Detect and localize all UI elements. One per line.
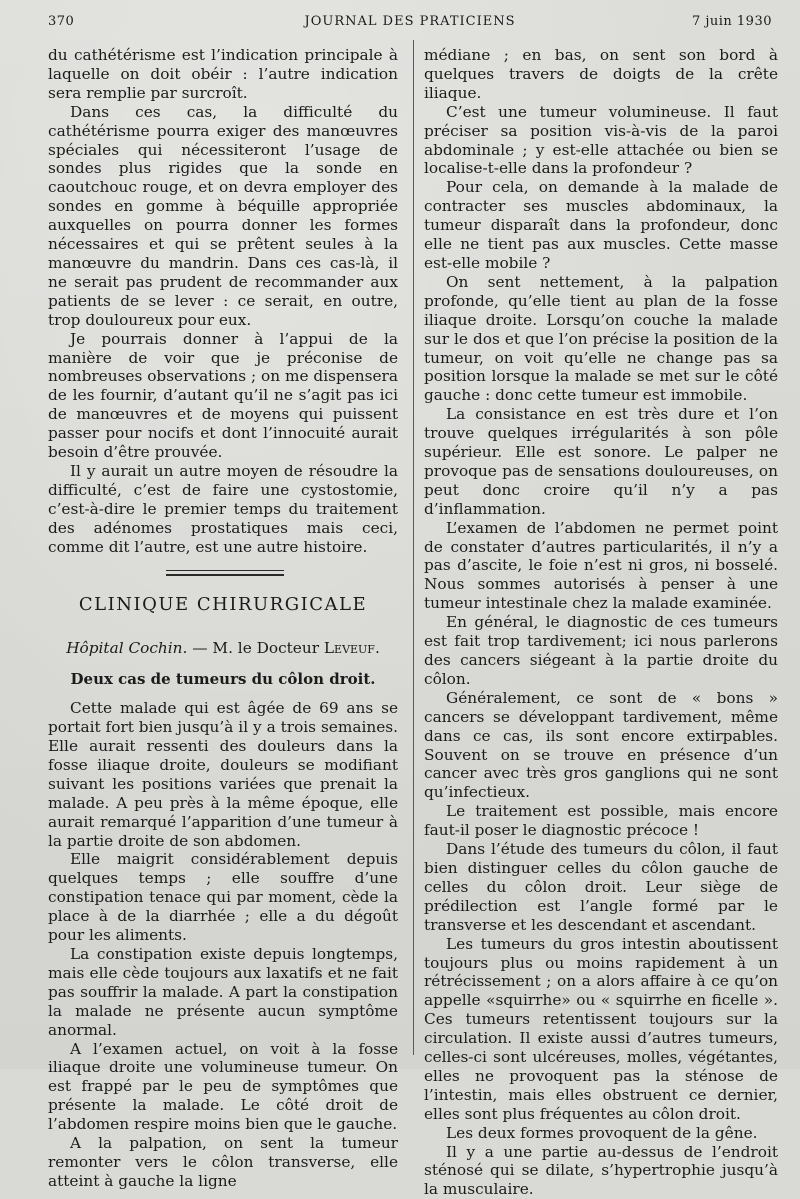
paragraph: Il y aurait un autre moyen de résoudre la difficulté, c’est de faire une cystostomie, c’est-à-dire le premier temps du traitement des adénomes prostatiques mais ceci, comme dit l’autre, est une autre histoire. (48, 461, 398, 556)
paragraph: A l’examen actuel, on voit à la fosse iliaque droite une volumineuse tumeur. On est frappé par le peu de symptômes que présente la malade. Le côté droit de l’abdomen respire moins bien que le gauche. (48, 1039, 398, 1134)
paragraph: Le traitement est possible, mais encore faut-il poser le diagnostic précoce ! (424, 802, 778, 840)
paragraph: Elle maigrit considérablement depuis quelques temps ; elle souffre d’une constipation tenace qui par moment, cède la place à de la diarrhée ; elle a du dégoût pour les aliments. (48, 850, 398, 945)
doctor-name: Leveuf. (323, 639, 380, 658)
separator-line (166, 574, 284, 576)
paragraph: A la palpation, on sent la tumeur remonter vers le côlon transverse, elle atteint à gauche la ligne (48, 1134, 398, 1190)
separator-line (166, 570, 284, 571)
hospital-line (48, 639, 398, 658)
paragraph: L’examen de l’abdomen ne permet point de constater d’autres particularités, il n’y a pas d’ascite, le foie n’est ni gros, ni bosselé. Nous sommes autorisés à penser à une tumeur intestinale chez la malade examinée. (424, 518, 778, 613)
paragraph: En général, le diagnostic de ces tumeurs est fait trop tardivement; ici nous parlerons des cancers siégeant à la partie droite du côlon. (424, 613, 778, 688)
page-number: 370 (48, 14, 75, 29)
paragraph: Pour cela, on demande à la malade de contracter ses muscles abdominaux, la tumeur disparaît dans la profondeur, donc elle ne tient pas aux muscles. Cette masse est-elle mobile ? (424, 178, 778, 272)
paragraph: du cathétérisme est l’indication principale à laquelle on doit obéir : l’autre indication sera remplie par surcroît. (48, 46, 398, 102)
paragraph: Dans l’étude des tumeurs du côlon, il faut bien distinguer celles du côlon gauche de celles du côlon droit. Leur siège de prédilection est l’angle formé par le transverse et les descendant et ascendant. (424, 840, 778, 934)
paragraph: Les deux formes provoquent de la gêne. (446, 1123, 758, 1142)
journal-title: JOURNAL DES PRATICIENS (304, 14, 516, 29)
column-divider (413, 40, 414, 1055)
paragraph: Je pourrais donner à l’appui de la manière de voir que je préconise de nombreuses observations ; on me dispensera de les fournir, d’autant qu’il ne s’agit pas ici de manœuvres et de moyens qui puissent passer pour nocifs et dont l’innocuité aurait besoin d’être prouvée. (48, 329, 398, 462)
paragraph: médiane ; en bas, on sent son bord à quelques travers de doigts de la crête iliaque. (424, 46, 778, 102)
paragraph: Dans ces cas, la difficulté du cathétérisme pourra exiger des manœuvres spéciales qui nécessiteront l’usage de sondes plus rigides que la sonde en caoutchouc rouge, et on devra employer des sondes en gomme à béquille appropriée auxquelles on pourra donner les formes nécessaires et qui se prêtent seules à la manœuvre du mandrin. Dans ces cas-là, il ne serait pas prudent de recommander aux patients de se lever : ce serait, en outre, trop douloureux pour eux. (48, 102, 398, 329)
paragraph: Les tumeurs du gros intestin aboutissent toujours plus ou moins rapidement à un rétrécissement ; on a alors affaire à ce qu’on appelle «squirrhe» ou « squirrhe en ficelle ». Ces tumeurs retentissent toujours sur la circulation. Il existe aussi d’autres tumeurs, celles-ci sont ulcéreuses, molles, végétantes, elles ne provoquent pas la sténose de l’intestin, mais elles obstruent ce dernier, elles sont plus fréquentes au côlon droit. (424, 934, 778, 1123)
right-column (424, 46, 778, 1199)
paragraph: On sent nettement, à la palpation profonde, qu’elle tient au plan de la fosse iliaque droite. Lorsqu’on couche la malade sur le dos et que l’on précise la position de la tumeur, on voit qu’elle ne change pas sa position lorsque la malade se met sur le côté gauche : donc cette tumeur est immobile. (424, 272, 778, 405)
paragraph: La constipation existe depuis longtemps, mais elle cède toujours aux laxatifs et ne fait pas souffrir la malade. A part la constipation la malade ne présente aucun symptôme anormal. (48, 944, 398, 1039)
issue-date: 7 juin 1930 (691, 14, 772, 29)
hospital-separator: — M. le Docteur (187, 639, 324, 658)
section-separator (48, 570, 398, 578)
hospital-name: Hôpital Cochin. (66, 639, 188, 658)
paragraph: Cette malade qui est âgée de 69 ans se portait fort bien jusqu’à il y a trois semaines. Elle aurait ressenti des douleurs dans la fosse iliaque droite, douleurs se modifiant suivant les positions variées que prenait la malade. A peu près à la même époque, elle aurait remarqué l’apparition d’une tumeur à la partie droite de son abdomen. (48, 699, 398, 850)
case-title: Deux cas de tumeurs du côlon droit. (70, 670, 376, 689)
paragraph: C’est une tumeur volumineuse. Il faut préciser sa position vis-à-vis de la paroi abdominale ; y est-elle attachée ou bien se localise-t-elle dans la profondeur ? (424, 102, 778, 178)
paragraph: Généralement, ce sont de « bons » cancers se développant tardivement, même dans ce cas, ils sont encore extirpables. Souvent on se trouve en présence d’un cancer avec très gros ganglions qui ne sont qu’infectieux. (424, 688, 778, 802)
paragraph: Il y a une partie au-dessus de l’endroit sténosé qui se dilate, s’hypertrophie jusqu’à la musculaire. (424, 1142, 778, 1199)
page-header (48, 14, 772, 36)
section-title: CLINIQUE CHIRURGICALE (78, 594, 368, 616)
left-column (48, 46, 398, 1191)
paragraph: La consistance en est très dure et l’on trouve quelques irrégularités à son pôle supérieur. Elle est sonore. Le palper ne provoque pas de sensations douloureuses, on peut donc croire qu’il n’y a pas d’inflammation. (424, 405, 778, 518)
